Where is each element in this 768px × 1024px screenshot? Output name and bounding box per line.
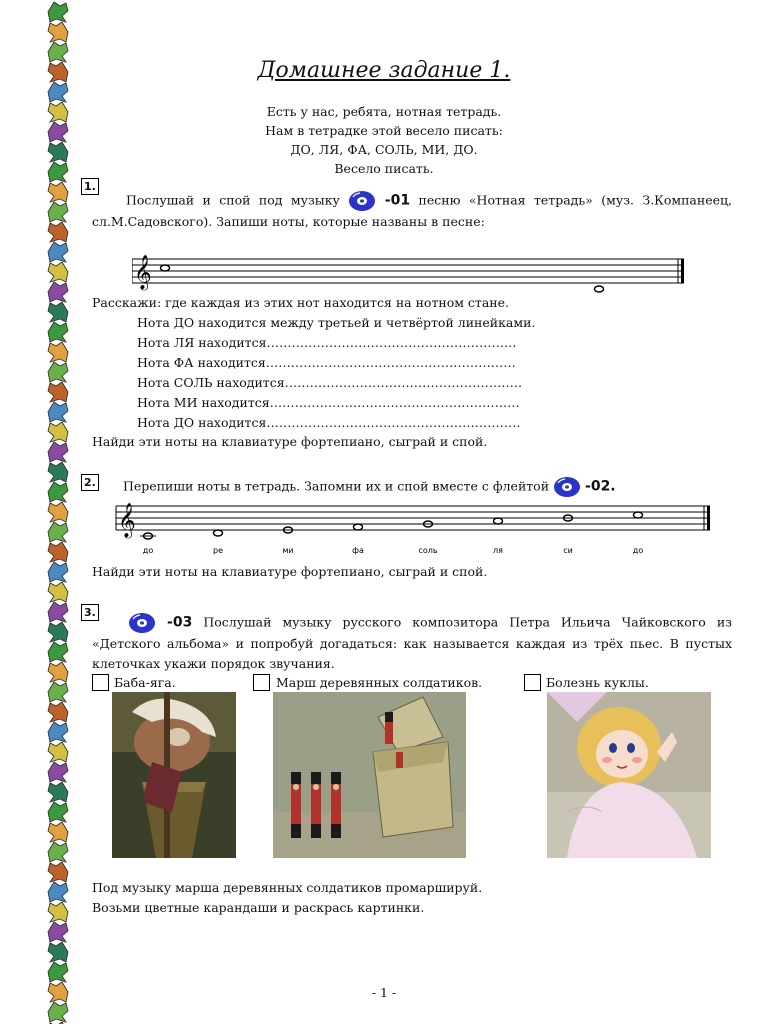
task1-text-a: Послушай и спой под музыку [126, 192, 340, 208]
leaf-ornament [48, 1002, 68, 1022]
leaf-ornament [48, 342, 68, 362]
leaf-ornament [48, 602, 68, 622]
note [634, 512, 643, 518]
leaf-ornament [48, 642, 68, 662]
leaf-ornament [48, 502, 68, 522]
poem-line: ДО, ЛЯ, ФА, СОЛЬ, МИ, ДО. [290, 142, 478, 157]
note-name-label: до [632, 546, 644, 555]
leaf-ornament [48, 942, 68, 962]
task3-track: -03 [167, 614, 193, 631]
staff-task1 [132, 255, 688, 295]
task2-track: -02. [585, 478, 616, 495]
note-name-label: соль [418, 546, 438, 555]
note-name-label: ми [282, 546, 294, 555]
staff-task2 [114, 500, 714, 560]
option-label: Баба-яга. [114, 675, 176, 690]
task3-instruction [92, 612, 732, 674]
closing-line: Под музыку марша деревянных солдатиков промаршируй. [92, 880, 483, 895]
leaf-ornament [48, 702, 68, 722]
closing-line: Возьми цветные карандаши и раскрась картинки. [92, 900, 425, 915]
note-name-label: ре [213, 546, 223, 555]
task1-find: Найди эти ноты на клавиатуре фортепиано, сыграй и спой. [92, 434, 488, 449]
leaf-ornament [48, 462, 68, 482]
sick-doll-picture [547, 692, 711, 858]
page-number: - 1 - [371, 985, 397, 1000]
leaf-ornament [48, 262, 68, 282]
treble-clef-icon: 𝄞 [134, 255, 152, 290]
leaf-ornament [48, 742, 68, 762]
task2-find: Найди эти ноты на клавиатуре фортепиано, сыграй и спой. [92, 564, 488, 579]
leaf-ornament [48, 542, 68, 562]
leaf-ornament [48, 662, 68, 682]
order-checkbox-baba-yaga[interactable] [92, 674, 109, 691]
note [214, 530, 223, 536]
task2-instruction [123, 476, 616, 498]
leaf-ornament [48, 182, 68, 202]
task1-text-b: песню «Нотная тетрадь» (муз. З.Компанеец, сл.М.Садовского). Запиши ноты, которые названы в песне: [92, 192, 733, 229]
leaf-ornament [48, 202, 68, 222]
note-name-label: ля [493, 546, 503, 555]
poem-line: Есть у нас, ребята, нотная тетрадь. [266, 104, 502, 119]
leaf-ornament [48, 302, 68, 322]
leaf-ornament [48, 882, 68, 902]
note [354, 524, 363, 530]
task2-text: Перепиши ноты в тетрадь. Запомни их и спой вместе с флейтой [123, 478, 550, 494]
leaf-ornament [48, 322, 68, 342]
answer-line[interactable]: Нота МИ находится…………………………………………………… [137, 395, 520, 410]
note-name-label: до [142, 546, 154, 555]
leaf-ornament [48, 762, 68, 782]
leaf-ornament [48, 622, 68, 642]
task1-ask: Расскажи: где каждая из этих нот находится на нотном стане. [92, 295, 509, 310]
leaf-ornament [48, 922, 68, 942]
task-number-3: 3. [81, 604, 99, 621]
leaf-ornament [48, 962, 68, 982]
toy-soldiers-picture [273, 692, 466, 858]
note [161, 265, 170, 271]
treble-clef-icon: 𝄞 [118, 503, 136, 538]
order-checkbox-doll[interactable] [524, 674, 541, 691]
leaf-ornament [48, 362, 68, 382]
page-title: Домашнее задание 1. [257, 58, 511, 83]
leaf-ornament [48, 582, 68, 602]
note [595, 286, 604, 292]
task-number-2: 2. [81, 474, 99, 491]
leaf-ornament [48, 562, 68, 582]
poem-line: Весело писать. [334, 161, 434, 176]
leaf-ornament [48, 2, 68, 22]
leaf-ornament [48, 22, 68, 42]
leaf-ornament [48, 422, 68, 442]
option-label: Болезнь куклы. [546, 675, 649, 690]
note [494, 518, 503, 524]
poem-line: Нам в тетрадке этой весело писать: [265, 123, 503, 138]
task1-instruction [92, 190, 732, 232]
order-checkbox-march[interactable] [253, 674, 270, 691]
note-name-label: си [563, 546, 573, 555]
leaf-ornament [48, 442, 68, 462]
task1-track: -01 [384, 192, 411, 209]
cd-icon[interactable] [348, 190, 376, 212]
leaf-ornament [48, 862, 68, 882]
answer-line[interactable]: Нота ЛЯ находится…………………………………………………… [137, 335, 517, 350]
answer-line[interactable]: Нота ФА находится…………………………………………………… [137, 355, 516, 370]
note-name-label: фа [352, 546, 364, 555]
baba-yaga-picture [112, 692, 236, 858]
leaf-ornament [48, 482, 68, 502]
answer-line: Нота ДО находится между третьей и четвёртой линейками. [137, 315, 536, 330]
leaf-ornament [48, 222, 68, 242]
epigraph-poem [0, 102, 768, 178]
leaf-ornament [48, 382, 68, 402]
leaf-ornament [48, 402, 68, 422]
cd-icon[interactable] [128, 612, 156, 634]
leaf-ornament [48, 782, 68, 802]
leaf-ornament [48, 722, 68, 742]
cd-icon[interactable] [553, 476, 581, 498]
answer-line[interactable]: Нота ДО находится……………………………………………………. [137, 415, 521, 430]
answer-line[interactable]: Нота СОЛЬ находится………………………………………………… [137, 375, 523, 390]
leaf-ornament [48, 842, 68, 862]
leaf-ornament [48, 522, 68, 542]
option-label: Марш деревянных солдатиков. [276, 675, 483, 690]
leaf-ornament [48, 682, 68, 702]
leaf-ornament [48, 902, 68, 922]
leaf-ornament [48, 822, 68, 842]
task-number-1: 1. [81, 178, 99, 195]
leaf-ornament [48, 242, 68, 262]
leaf-ornament [48, 82, 68, 102]
task3-text: Послушай музыку русского композитора Петра Ильича Чайковского из «Детского альбома» и попробуй догадаться: как называется каждая из трёх пьес. В пустых клеточках укажи порядок звучания. [92, 614, 732, 671]
leaf-ornament [48, 802, 68, 822]
leaf-ornament [48, 282, 68, 302]
